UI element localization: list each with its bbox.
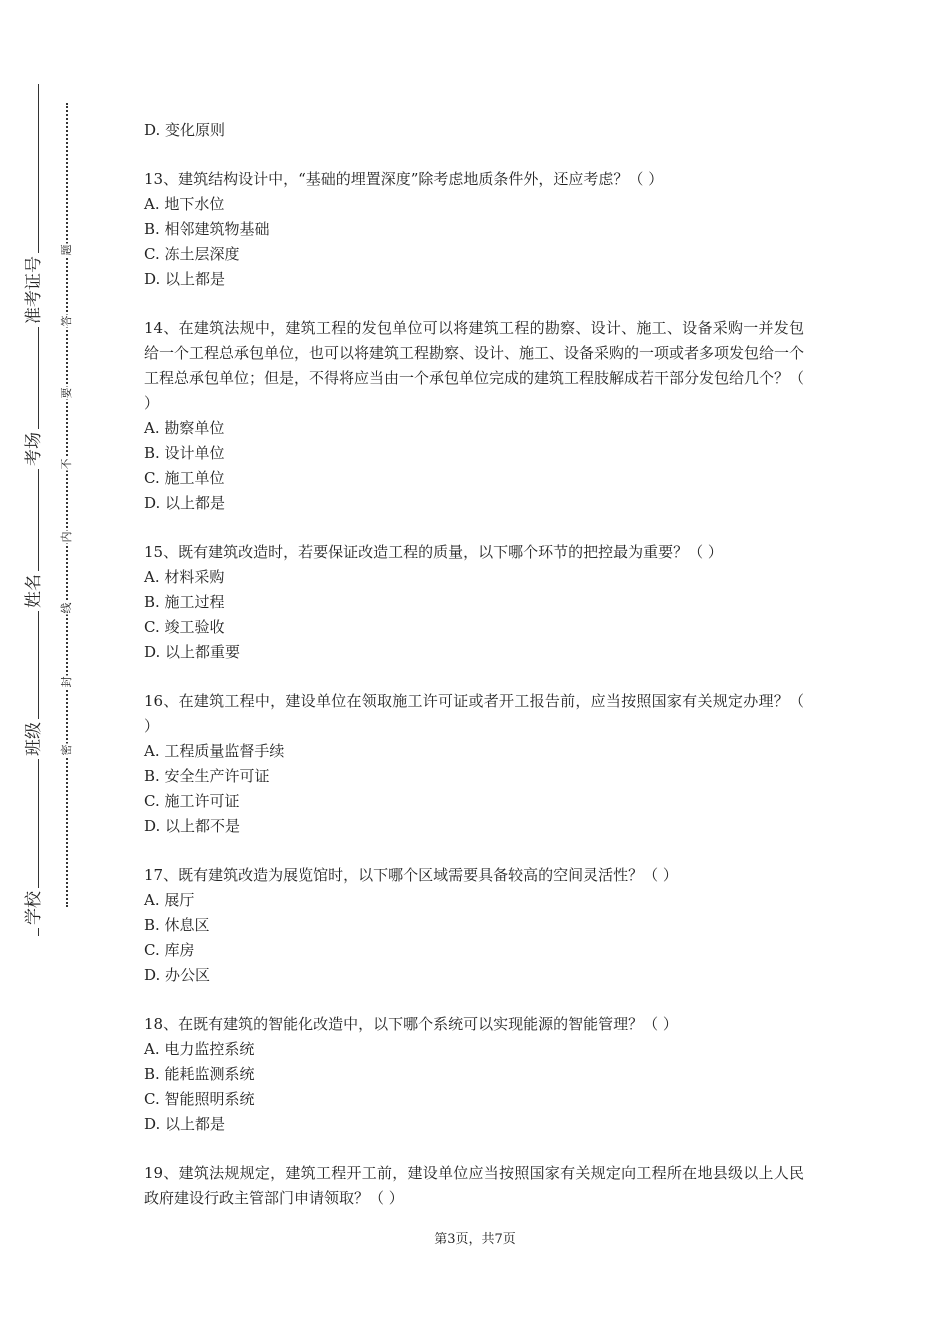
- binding-solid-line: [38, 84, 39, 936]
- answer-option: B. 施工过程: [144, 593, 225, 611]
- seal-dotted-line: [66, 103, 68, 907]
- question-16: [144, 689, 804, 839]
- question-18: [144, 1012, 804, 1137]
- question-15: [144, 540, 804, 665]
- answer-option: C. 冻土层深度: [144, 245, 240, 263]
- question-stem: 18、在既有建筑的智能化改造中，以下哪个系统可以实现能源的智能管理？（ ）: [144, 1015, 678, 1033]
- answer-option: D. 以上都是: [144, 1115, 226, 1133]
- question-list: [144, 118, 804, 1235]
- question-stem: 13、建筑结构设计中，“基础的埋置深度”除考虑地质条件外，还应考虑？（ ）: [144, 170, 664, 188]
- answer-option: A. 工程质量监督手续: [144, 742, 285, 760]
- answer-option: A. 勘察单位: [144, 419, 225, 437]
- answer-option: B. 相邻建筑物基础: [144, 220, 270, 238]
- answer-option: A. 地下水位: [144, 195, 225, 213]
- question-17: [144, 863, 804, 988]
- question-stem: 14、在建筑法规中，建筑工程的发包单位可以将建筑工程的勘察、设计、施工、设备采购一并发包给一个工程总承包单位，也可以将建筑工程勘察、设计、施工、设备采购的一项或者多项发包给一个工程总承包单位；但是，不得将应当由一个承包单位完成的建筑工程肢解成若干部分发包给几个？（ ）: [144, 319, 805, 412]
- answer-option: A. 电力监控系统: [144, 1040, 255, 1058]
- page-number-footer: 第3页，共7页: [434, 1232, 516, 1247]
- answer-option: C. 库房: [144, 941, 195, 959]
- answer-option: C. 智能照明系统: [144, 1090, 255, 1108]
- answer-option: B. 能耗监测系统: [144, 1065, 255, 1083]
- answer-option: C. 施工单位: [144, 469, 225, 487]
- carryover-question: [144, 118, 804, 143]
- answer-option: B. 休息区: [144, 916, 210, 934]
- answer-option: D. 变化原则: [144, 121, 226, 139]
- answer-option: A. 材料采购: [144, 568, 225, 586]
- answer-option: D. 以上都重要: [144, 643, 241, 661]
- question-stem: 15、既有建筑改造时，若要保证改造工程的质量，以下哪个环节的把控最为重要？（ ）: [144, 543, 723, 561]
- question-19: [144, 1161, 804, 1211]
- question-stem: 16、在建筑工程中，建设单位在领取施工许可证或者开工报告前，应当按照国家有关规定办理？（ ）: [144, 692, 804, 735]
- question-stem: 19、建筑法规规定，建筑工程开工前，建设单位应当按照国家有关规定向工程所在地县级以上人民政府建设行政主管部门申请领取？（ ）: [144, 1164, 804, 1207]
- answer-option: D. 以上都是: [144, 270, 226, 288]
- answer-option: D. 以上都不是: [144, 817, 241, 835]
- answer-option: D. 以上都是: [144, 494, 226, 512]
- answer-option: B. 设计单位: [144, 444, 225, 462]
- answer-option: A. 展厅: [144, 891, 195, 909]
- answer-option: B. 安全生产许可证: [144, 767, 270, 785]
- answer-option: C. 施工许可证: [144, 792, 240, 810]
- question-13: [144, 167, 804, 292]
- question-14: [144, 316, 804, 516]
- question-stem: 17、既有建筑改造为展览馆时，以下哪个区域需要具备较高的空间灵活性？（ ）: [144, 866, 678, 884]
- answer-option: C. 竣工验收: [144, 618, 225, 636]
- answer-option: D. 办公区: [144, 966, 211, 984]
